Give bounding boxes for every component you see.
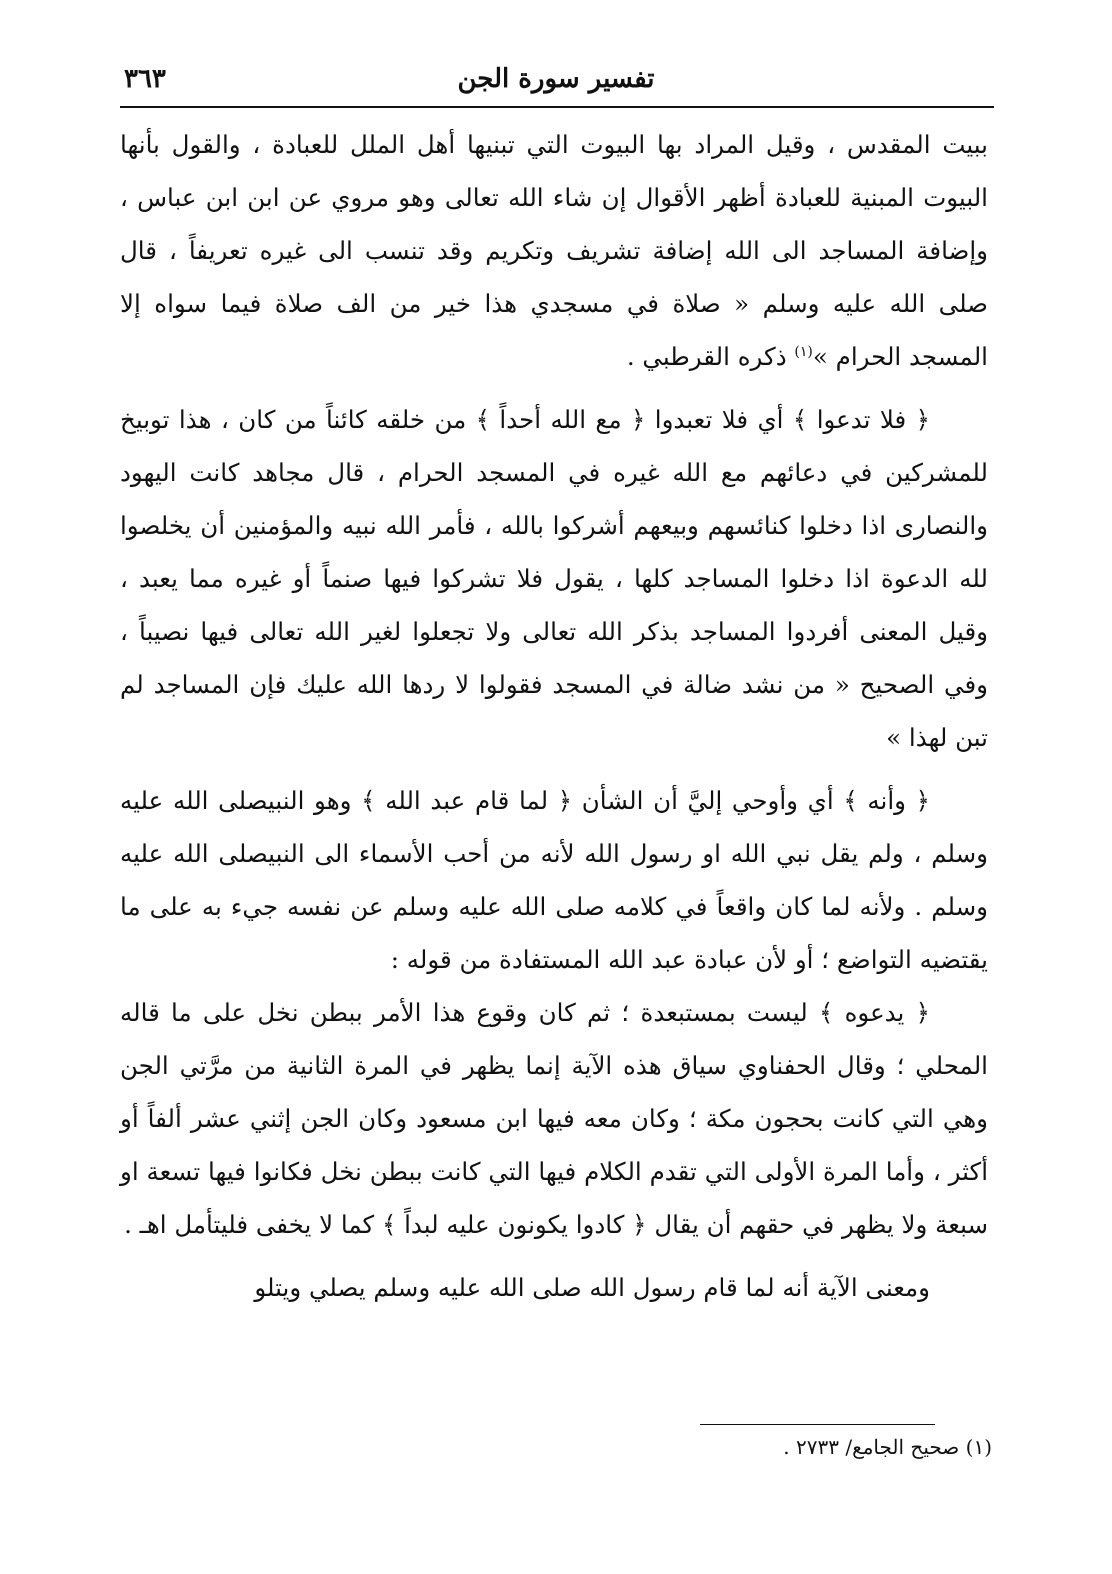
- footnote-rule: [700, 1424, 935, 1425]
- paragraph-3: ﴿ وأنه ﴾ أي وأوحي إليَّ أن الشأن ﴿ لما قام عبد الله ﴾ وهو النبيصلى الله عليه وسلم ، ولم يقل نبي الله او رسول الله لأنه من أحب الأسماء الى النبيصلى الله عليه وسلم . ولأنه لما كان واقعاً في كلامه صلى الله عليه وسلم عن نفسه جيء به على ما يقتضيه التواضع ؛ أو لأن عبادة عبد الله المستفادة من قوله :: [120, 786, 988, 974]
- footnote: (١) صحيح الجامع/ ٢٧٣٣ .: [783, 1435, 992, 1459]
- paragraph-2: ﴿ فلا تدعوا ﴾ أي فلا تعبدوا ﴿ مع الله أحداً ﴾ من خلقه كائناً من كان ، هذا توبيخ للمشركين في دعائهم مع الله غيره في المسجد الحرام ، قال مجاهد كانت اليهود والنصارى اذا دخلوا كنائسهم وبيعهم أشركوا بالله ، فأمر الله نبيه والمؤمنين أن يخلصوا لله الدعوة اذا دخلوا المساجد كلها ، يقول فلا تشركوا فيها صنماً أو غيره مما يعبد ، وقيل المعنى أفردوا المساجد بذكر الله تعالى ولا تجعلوا لغير الله تعالى فيها نصيباً ، وفي الصحيح « من نشد ضالة في المسجد فقولوا لا ردها الله عليك فإن المساجد لم تبن لهذا »: [120, 405, 988, 752]
- paragraph-1: [120, 118, 988, 383]
- paragraph-1-tail: ذكره القرطبي .: [626, 342, 795, 371]
- page-number: ٣٦٣: [124, 64, 166, 94]
- header-rule: [120, 106, 994, 108]
- running-title: تفسير سورة الجن: [457, 64, 655, 94]
- paragraph-1-text: ببيت المقدس ، وقيل المراد بها البيوت التي تبنيها أهل الملل للعبادة ، والقول بأنها البيوت المبنية للعبادة أظهر الأقوال إن شاء الله تعالى وهو مروي عن ابن ابن عباس ، وإضافة المساجد الى الله إضافة تشريف وتكريم وقد تنسب الى غيره تعريفاً ، قال صلى الله عليه وسلم « صلاة في مسجدي هذا خير من الف صلاة فيما سواه إلا المسجد الحرام »: [120, 130, 988, 371]
- paragraph-4: ﴿ يدعوه ﴾ ليست بمستبعدة ؛ ثم كان وقوع هذا الأمر ببطن نخل على ما قاله المحلي ؛ وقال الحفناوي سياق هذه الآية إنما يظهر في المرة الثانية من مرَّتي الجن وهي التي كانت بحجون مكة ؛ وكان معه فيها ابن مسعود وكان الجن إثني عشر ألفاً أو أكثر ، وأما المرة الأولى التي تقدم الكلام فيها التي كانت ببطن نخل فكانوا فيها تسعة او سبعة ولا يظهر في حقهم أن يقال ﴿ كادوا يكونون عليه لبداً ﴾ كما لا يخفى فليتأمل اهـ .: [120, 998, 988, 1239]
- body-text: [120, 118, 988, 1314]
- footnote-ref: (١): [794, 343, 813, 360]
- paragraph-5: ومعنى الآية أنه لما قام رسول الله صلى الله عليه وسلم يصلي ويتلو: [254, 1273, 930, 1302]
- page-header: [120, 60, 992, 104]
